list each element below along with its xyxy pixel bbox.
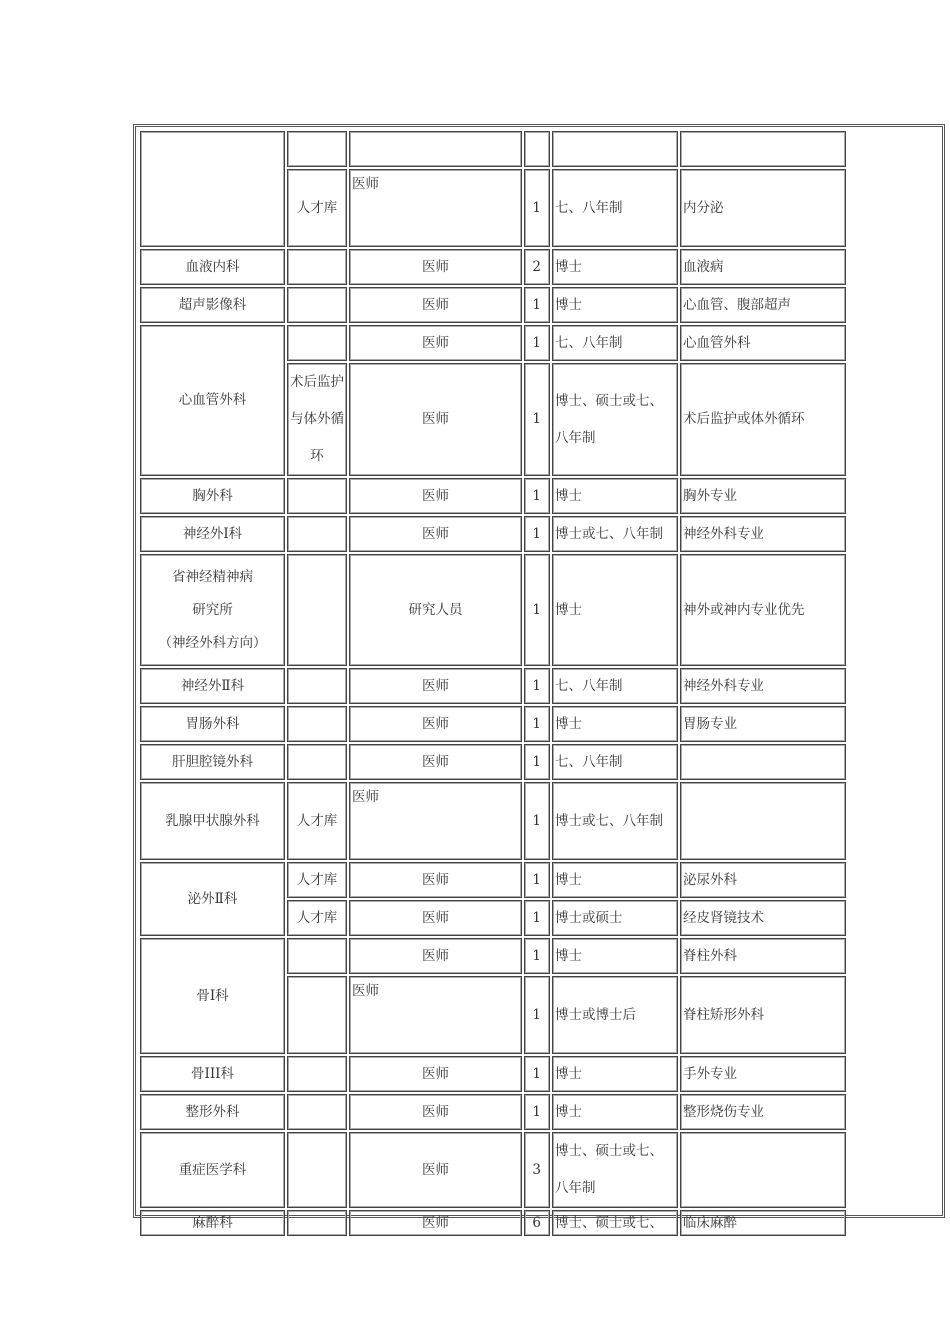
count-cell: 1 [524, 706, 550, 742]
position-cell: 医师 [349, 976, 522, 1054]
count-cell: 1 [524, 938, 550, 974]
count-cell: 1 [524, 478, 550, 514]
major-cell: 神经外科专业 [680, 668, 846, 704]
dept-cell: 乳腺甲状腺外科 [140, 782, 285, 860]
table-row [140, 516, 846, 552]
type-line: 术后监护 [290, 374, 344, 390]
major-cell: 血液病 [680, 249, 846, 285]
education-line: 八年制 [555, 429, 596, 446]
education-cell: 七、八年制 [552, 744, 678, 780]
position-cell: 医师 [349, 744, 522, 780]
count-cell: 2 [524, 249, 550, 285]
count-cell: 3 [524, 1132, 550, 1208]
major-cell: 脊柱矫形外科 [680, 976, 846, 1054]
count-cell: 1 [524, 169, 550, 247]
type-cell [287, 744, 347, 780]
position-cell: 医师 [349, 1094, 522, 1130]
education-cell: 博士 [552, 1094, 678, 1130]
major-cell [680, 131, 846, 167]
major-cell: 术后监护或体外循环 [680, 363, 846, 476]
education-cell: 七、八年制 [552, 325, 678, 361]
education-cell: 博士 [552, 706, 678, 742]
major-cell: 心血管外科 [680, 325, 846, 361]
education-cell: 博士 [552, 1056, 678, 1092]
table-row [140, 782, 846, 860]
education-cell [552, 363, 678, 476]
position-cell: 医师 [349, 249, 522, 285]
count-cell: 1 [524, 782, 550, 860]
type-cell [287, 287, 347, 323]
major-cell: 脊柱外科 [680, 938, 846, 974]
major-cell: 泌尿外科 [680, 862, 846, 898]
major-cell: 内分泌 [680, 169, 846, 247]
count-cell: 1 [524, 554, 550, 666]
education-cell: 博士 [552, 862, 678, 898]
type-cell: 人才库 [287, 862, 347, 898]
position-cell: 研究人员 [349, 554, 522, 666]
count-cell: 1 [524, 516, 550, 552]
table-row [140, 131, 846, 167]
count-cell: 1 [524, 363, 550, 476]
education-cell: 博士 [552, 478, 678, 514]
type-line: 环 [310, 448, 324, 464]
type-cell [287, 938, 347, 974]
type-cell: 人才库 [287, 782, 347, 860]
dept-cell: 胃肠外科 [140, 706, 285, 742]
position-cell: 医师 [349, 938, 522, 974]
count-cell: 6 [524, 1210, 550, 1236]
education-cell: 博士或七、八年制 [552, 516, 678, 552]
recruitment-table [138, 129, 848, 1238]
dept-cell [140, 131, 285, 247]
table-row [140, 1094, 846, 1130]
dept-line: （神经外科方向） [158, 634, 267, 651]
table-row [140, 744, 846, 780]
type-cell [287, 976, 347, 1054]
count-cell: 1 [524, 976, 550, 1054]
count-cell: 1 [524, 668, 550, 704]
position-cell: 医师 [349, 169, 522, 247]
position-cell: 医师 [349, 363, 522, 476]
type-cell [287, 1132, 347, 1208]
table-row [140, 478, 846, 514]
education-line: 八年制 [555, 1180, 596, 1196]
table-row [140, 862, 846, 898]
dept-line: 研究所 [192, 601, 233, 618]
table-row [140, 325, 846, 361]
position-cell: 医师 [349, 325, 522, 361]
education-cell: 博士或硕士 [552, 900, 678, 936]
dept-cell: 胸外科 [140, 478, 285, 514]
education-line: 博士、硕士或七、 [555, 392, 663, 409]
major-cell: 整形烧伤专业 [680, 1094, 846, 1130]
dept-cell: 重症医学科 [140, 1132, 285, 1208]
major-cell: 经皮肾镜技术 [680, 900, 846, 936]
type-cell [287, 706, 347, 742]
dept-cell: 超声影像科 [140, 287, 285, 323]
education-cell [552, 1132, 678, 1208]
dept-cell: 骨Ⅰ科 [140, 938, 285, 1054]
count-cell: 1 [524, 862, 550, 898]
major-cell: 神外或神内专业优先 [680, 554, 846, 666]
type-cell [287, 1056, 347, 1092]
count-cell [524, 131, 550, 167]
type-cell [287, 516, 347, 552]
count-cell: 1 [524, 287, 550, 323]
position-cell: 医师 [349, 782, 522, 860]
education-cell: 博士或七、八年制 [552, 782, 678, 860]
dept-cell: 麻醉科 [140, 1210, 285, 1236]
type-cell [287, 1094, 347, 1130]
count-cell: 1 [524, 325, 550, 361]
dept-cell: 整形外科 [140, 1094, 285, 1130]
major-cell [680, 1132, 846, 1208]
education-cell: 博士或博士后 [552, 976, 678, 1054]
dept-cell: 肝胆腔镜外科 [140, 744, 285, 780]
major-cell [680, 782, 846, 860]
position-cell: 医师 [349, 668, 522, 704]
position-cell: 医师 [349, 1056, 522, 1092]
table-row [140, 1056, 846, 1092]
dept-cell: 神经外Ⅱ科 [140, 668, 285, 704]
position-cell: 医师 [349, 1132, 522, 1208]
education-cell [552, 131, 678, 167]
dept-cell: 血液内科 [140, 249, 285, 285]
table-row [140, 668, 846, 704]
position-cell: 医师 [349, 706, 522, 742]
dept-cell: 神经外Ⅰ科 [140, 516, 285, 552]
dept-cell [140, 554, 285, 666]
count-cell: 1 [524, 1094, 550, 1130]
dept-cell: 心血管外科 [140, 325, 285, 476]
table-row [140, 706, 846, 742]
type-cell [287, 131, 347, 167]
type-line: 与体外循 [290, 411, 344, 427]
position-cell: 医师 [349, 478, 522, 514]
education-cell: 七、八年制 [552, 668, 678, 704]
position-cell: 医师 [349, 1210, 522, 1236]
major-cell: 手外专业 [680, 1056, 846, 1092]
type-cell [287, 554, 347, 666]
count-cell: 1 [524, 900, 550, 936]
type-cell: 人才库 [287, 169, 347, 247]
major-cell [680, 744, 846, 780]
major-cell: 心血管、腹部超声 [680, 287, 846, 323]
table-row [140, 554, 846, 666]
position-cell: 医师 [349, 516, 522, 552]
dept-line: 省神经精神病 [172, 568, 253, 585]
education-line: 博士、硕士或七、 [555, 1143, 663, 1159]
type-cell [287, 249, 347, 285]
dept-cell: 骨III科 [140, 1056, 285, 1092]
type-cell [287, 363, 347, 476]
table-row [140, 1132, 846, 1208]
type-cell [287, 478, 347, 514]
position-cell: 医师 [349, 287, 522, 323]
dept-cell: 泌外Ⅱ科 [140, 862, 285, 936]
type-cell [287, 668, 347, 704]
position-cell: 医师 [349, 900, 522, 936]
education-cell: 博士 [552, 249, 678, 285]
education-cell: 博士 [552, 554, 678, 666]
position-cell: 医师 [349, 862, 522, 898]
education-cell: 博士 [552, 938, 678, 974]
type-cell [287, 1210, 347, 1236]
table-row [140, 287, 846, 323]
table-row [140, 249, 846, 285]
major-cell: 临床麻醉 [680, 1210, 846, 1236]
education-cell: 博士 [552, 287, 678, 323]
count-cell: 1 [524, 1056, 550, 1092]
table-row [140, 1210, 846, 1236]
position-cell [349, 131, 522, 167]
education-cell: 博士、硕士或七、 [552, 1210, 678, 1236]
major-cell: 神经外科专业 [680, 516, 846, 552]
type-cell: 人才库 [287, 900, 347, 936]
major-cell: 胸外专业 [680, 478, 846, 514]
education-cell: 七、八年制 [552, 169, 678, 247]
table-row [140, 938, 846, 974]
type-cell [287, 325, 347, 361]
major-cell: 胃肠专业 [680, 706, 846, 742]
count-cell: 1 [524, 744, 550, 780]
